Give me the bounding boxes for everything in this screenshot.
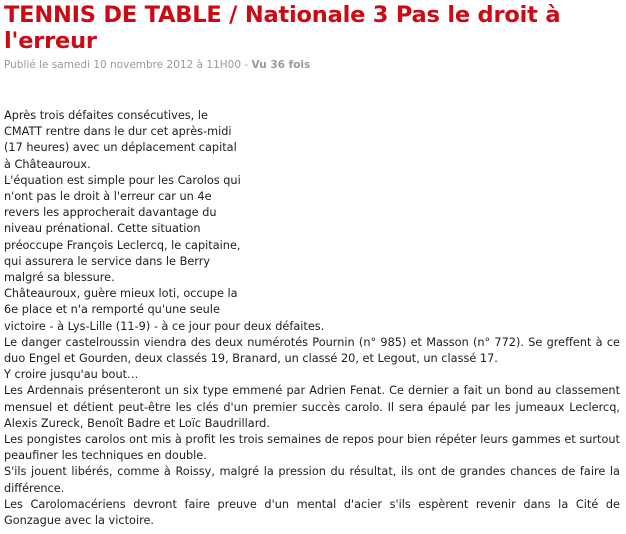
view-count: Vu 36 fois (251, 59, 311, 71)
body-line: revers les approcherait davantage du (4, 206, 217, 220)
body-paragraph: Les Carolomacériens devront faire preuve d'un mental d'acier s'ils espèrent revenir dans la Cité de Gonzague avec la victoire. (4, 497, 620, 528)
body-paragraph: Les pongistes carolos ont mis à profit les trois semaines de repos pour bien répéter leurs gammes et surtout peaufiner les techniques en double. (4, 433, 620, 463)
body-line: malgré sa blessure. (4, 271, 115, 285)
body-line: 6e place et n'a remporté qu'une seule (4, 303, 220, 317)
body-paragraph: Le danger castelroussin viendra des deux numérotés Pournin (n° 985) et Masson (n° 772). Se greffent à ce duo Engel et Gourden, deux classés 19, Branard, un classé 20, et Legout, un classé 17. (4, 335, 620, 366)
subheading: Y croire jusqu'au bout… (4, 368, 139, 382)
body-paragraph: S'ils jouent libérés, comme à Roissy, malgré la pression du résultat, ils ont de grandes chances de faire la différence. (4, 465, 620, 495)
article-body (4, 108, 620, 529)
body-line: victoire - à Lys-Lille (11-9) - à ce jour pour deux défaites. (4, 319, 325, 333)
body-line: (17 heures) avec un déplacement capital (4, 141, 237, 155)
body-line: L'équation est simple pour les Carolos qui (4, 173, 241, 187)
article-meta (4, 58, 620, 72)
intro-column (4, 108, 325, 335)
published-date: Publié le samedi 10 novembre 2012 à 11H00 (4, 59, 242, 71)
body-line: n'ont pas le droit à l'erreur car un 4e (4, 190, 212, 204)
body-paragraph: Les Ardennais présenteront un six type emmené par Adrien Fenat. Ce dernier a fait un bond au classement mensuel et détient peut-être les clés d'un premier succès carolo. Il sera épaulé par les jumeaux Leclercq, Alexis Zureck, Benoît Badre et Loïc Baudrillard. (4, 384, 620, 430)
body-line: Châteauroux, guère mieux loti, occupe la (4, 287, 238, 301)
body-line: qui assurera le service dans le Berry (4, 254, 211, 268)
article-title: TENNIS DE TABLE / Nationale 3 Pas le droit à l'erreur (4, 2, 561, 54)
body-line: préoccupe François Leclercq, le capitaine, (4, 238, 241, 252)
meta-separator: - (241, 59, 252, 71)
body-line: à Châteauroux. (4, 157, 91, 171)
body-line: niveau prénational. Cette situation (4, 222, 201, 236)
body-line: CMATT rentre dans le dur cet après-midi (4, 125, 232, 139)
body-line: Après trois défaites consécutives, le (4, 109, 208, 122)
